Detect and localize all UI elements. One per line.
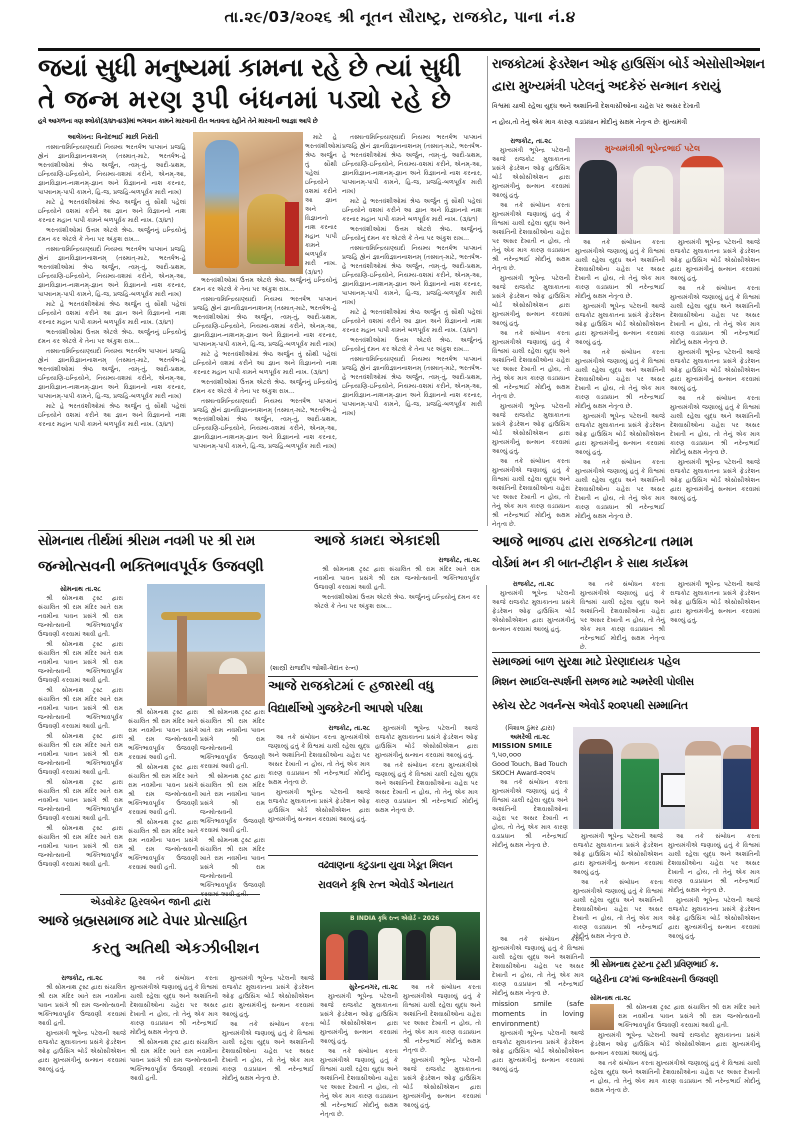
ekadashi-paragraph: શ્રી સોમનાથ ટ્રસ્ટ દ્વારા સંચાલિત શ્રી રામ મંદિર ખાતે રામ નવમીના પાવન પ્રસંગે શ્રી રામ જન્મોત્સવની ભક્તિભાવપૂર્વક ઉજવણી કરવામાં આવી હતી. (314, 566, 480, 591)
gita-paragraph: ભરતવંશીઓમાં ઉત્તમ એટલે શ્રેષ્ઠ. અર્જુનનું ઇન્દ્રિયોનું દમન કર એટલે કે તેના પર અંકુશ રાખ... (342, 226, 482, 242)
section-divider (268, 676, 478, 677)
trustee-paragraph: મુખ્યમંત્રી ભૂપેન્દ્ર પટેલની આજે રાજકોટ મુલાકાતના પ્રસંગે ફેડરેશન ઓફ હાઉસિંગ બોર્ડ એસોસીએશન દ્વારા મુખ્યમંત્રીનું સન્માન કરવામાં આવ્યું હતું. (590, 1032, 760, 1057)
person-white-kurta (378, 928, 402, 980)
mission-continuation-column (492, 935, 584, 1095)
mannkibaat-headline-line1: આજે ભાજપ દ્વારા રાજકોટના તમામ (492, 534, 693, 550)
ekadashi-body (314, 556, 480, 640)
gate-arch (161, 612, 261, 620)
award-frame (661, 773, 687, 807)
gita-paragraph: ભરતવંશીઓમાં ઉત્તમ એટલે શ્રેષ્ઠ. અર્જુનનું ઇન્દ્રિયોનું દમન કર એટલે કે તેના પર અંકુશ રાખ... (193, 379, 337, 395)
somnath-dateline: સોમનાથ તા.૨૮ (60, 585, 101, 593)
housing-paragraph: મુખ્યમંત્રી ભૂપેન્દ્ર પટેલની આજે રાજકોટ મુલાકાતના પ્રસંગે ફેડરેશન ઓફ હાઉસિંગ બોર્ડ એસોસીએશન દ્વારા મુખ્યમંત્રીનું સન્માન કરવામાં આવ્યું હતું. (670, 239, 760, 282)
gita-paragraph: માટે હે ભરતવંશીઓમાં શ્રેષ્ઠ અર્જુન તું સૌથી પહેલાં ઇન્દ્રિયોને વશમાં કરીને આ જ્ઞાન અને વિજ્ઞાનનો નાશ કરનાર મહાન પાપી કામને બળપૂર્વક મારી નાખ. (૩/૪૧) (193, 351, 337, 376)
housing-headline-line1: રાજકોટમાં ફેડરેશન ઓફ હાઉસિંગ બોર્ડ એસોસીએશન (492, 57, 765, 72)
mission-award-photo (573, 727, 759, 829)
mission-headline-line3: સ્કોચ સ્ટેટ ગવર્નન્સ એવોર્ડ ૨૦૨૫થી સમ્માનિત (492, 699, 688, 712)
krushi-paragraph: આ તકે સંબોધન કરતા મુખ્યમંત્રીએ જણાવ્યું હતું કે વિશ્વમાં ચાલી રહેલા યુદ્ધ અને અશાંતિની દેશવાસીઓના ચહેરા પર અસર દેખાતી ન હોય, તો તેનું એક માત્ર કારણ વડાપ્રધાન શ્રી નરેન્દ્રભાઈ મોદીનું સક્ષમ નેતૃત્વ છે. (320, 1048, 398, 1118)
gita-column-2 (305, 133, 342, 276)
person-cream-shirt (430, 926, 456, 980)
gita-paragraph: ભરતવંશીઓમાં ઉત્તમ એટલે શ્રેષ્ઠ. અર્જુનનું ઇન્દ્રિયોનું દમન કર એટલે કે તેના પર અંકુશ રાખ... (193, 277, 337, 293)
brahmasamaj-column-3 (222, 974, 314, 1094)
housing-paragraph: આ તકે સંબોધન કરતા મુખ્યમંત્રીએ જણાવ્યું હતું કે વિશ્વમાં ચાલી રહેલા યુદ્ધ અને અશાંતિની દેશવાસીઓના ચહેરા પર અસર દેખાતી ન હોય, તો તેનું એક માત્ર કારણ વડાપ્રધાન શ્રી નરેન્દ્રભાઈ મોદીનું સક્ષમ નેતૃત્વ છે. (575, 349, 665, 410)
somnath-column-3 (200, 708, 265, 888)
gujcet-headline-line1: આજે રાજકોટમાં ૯ હજારથી વધુ (268, 679, 434, 694)
brahmasamaj-column-1 (38, 974, 126, 1094)
gita-byline: આલેખન: વિનોદભાઈ માછી નિરાંતી (67, 133, 159, 141)
gita-paragraph: તસ્માત્વમિન્દ્રિયાણ્યાદૌ નિયમ્ય ભરતર્ષભ પાપ્માનં પ્રજહિ હ્યેનં જ્ઞાનવિજ્ઞાનનાશનમ્ (તસ્માત્-માટે, ભરતર્ષભ-હે ભરતવંશીઓમાં શ્રેષ્ઠ અર્જુન, ત્વમ્-તું, આદૌ-પ્રથમ, ઇન્દ્રિયાણિ-ઇન્દ્રિયોને, નિયમ્ય-વશમાં કરીને, એનમ્-આ, જ્ઞાનવિજ્ઞાન-નાશનમ્-જ્ઞાન અને વિજ્ઞાનનો નાશ કરનાર, પાપ્માનમ્-પાપી કામને, હિ-જ, પ્રજહિ-બળપૂર્વક મારી નાખ) (193, 296, 337, 348)
somnath-paragraph: શ્રી સોમનાથ ટ્રસ્ટ દ્વારા સંચાલિત શ્રી રામ મંદિર ખાતે રામ નવમીના પાવન પ્રસંગે શ્રી રામ જન્મોત્સવની ભક્તિભાવપૂર્વક ઉજવણી કરવામાં આવી હતી. (38, 733, 123, 776)
gita-paragraph: માટે હે ભરતવંશીઓમાં શ્રેષ્ઠ અર્જુન તું સૌથી પહેલાં ઇન્દ્રિયોને વશમાં કરીને આ જ્ઞાન અને વિજ્ઞાનનો નાશ કરનાર મહાન પાપી કામને બળપૂર્વક મારી નાખ. (૩/૪૧) (342, 309, 482, 334)
brahmasamaj-dateline: રાજકોટ, તા.૨૮ (61, 974, 103, 982)
trustee-body (590, 994, 760, 1094)
somnath-paragraph: શ્રી સોમનાથ ટ્રસ્ટ દ્વારા સંચાલિત શ્રી રામ મંદિર ખાતે રામ નવમીના પાવન પ્રસંગે શ્રી રામ જન્મોત્સવની ભક્તિભાવપૂર્વક ઉજવણી કરવામાં આવી હતી. (38, 687, 123, 730)
mission-highlight-3: SKOCH Award-૨૦૨૫ (492, 769, 555, 777)
person-saree (326, 934, 344, 980)
somnath-paragraph: શ્રી સોમનાથ ટ્રસ્ટ દ્વારા સંચાલિત શ્રી રામ મંદિર ખાતે રામ નવમીના પાવન પ્રસંગે શ્રી રામ જન્મોત્સવની ભક્તિભાવપૂર્વક ઉજવણી કરવામાં આવી હતી. (38, 595, 123, 638)
gujcet-column-2 (375, 724, 478, 852)
krushi-headline-line1: વઢવાણના કટુડાના યુવા ખેડૂત મિલન (318, 860, 453, 871)
mission-paragraph: આ તકે સંબોધન કરતા મુખ્યમંત્રીએ જણાવ્યું હતું કે વિશ્વમાં ચાલી રહેલા યુદ્ધ અને અશાંતિની દેશવાસીઓના ચહેરા પર અસર દેખાતી ન હોય, તો તેનું એક માત્ર કારણ વડાપ્રધાન શ્રી નરેન્દ્રભાઈ મોદીનું સક્ષમ નેતૃત્વ છે. (573, 879, 663, 940)
housing-paragraph: મુખ્યમંત્રી ભૂપેન્દ્ર પટેલની આજે રાજકોટ મુલાકાતના પ્રસંગે ફેડરેશન ઓફ હાઉસિંગ બોર્ડ એસોસીએશન દ્વારા મુખ્યમંત્રીનું સન્માન કરવામાં આવ્યું હતું. (575, 303, 665, 346)
trustee-photo (590, 1004, 614, 1030)
trustee-headline-line1: શ્રી સોમનાથ ટ્રસ્ટના ટ્રસ્ટી પ્રવિણભાઈ ક. (590, 960, 719, 970)
trustee-paragraph: આ તકે સંબોધન કરતા મુખ્યમંત્રીએ જણાવ્યું હતું કે વિશ્વમાં ચાલી રહેલા યુદ્ધ અને અશાંતિની દેશવાસીઓના ચહેરા પર અસર દેખાતી ન હોય, તો તેનું એક માત્ર કારણ વડાપ્રધાન શ્રી નરેન્દ્રભાઈ મોદીનું સક્ષમ નેતૃત્વ છે. (590, 1060, 760, 1094)
gita-paragraph: ભરતવંશીઓમાં ઉત્તમ એટલે શ્રેષ્ઠ. અર્જુનનું ઇન્દ્રિયોનું દમન કર એટલે કે તેના પર અંકુશ રાખ... (342, 337, 482, 353)
mission-highlight-1: MISSION SMILE (492, 742, 553, 750)
mission-dateline: અમરેલી તા.૨૮ (510, 733, 550, 741)
brahmasamaj-paragraph: શ્રી સોમનાથ ટ્રસ્ટ દ્વારા સંચાલિત શ્રી રામ મંદિર ખાતે રામ નવમીના પાવન પ્રસંગે શ્રી રામ જન્મોત્સવની ભક્તિભાવપૂર્વક ઉજવણી કરવામાં આવી હતી. (38, 984, 126, 1027)
red-cloth (285, 202, 299, 266)
mannkibaat-column-1 (492, 580, 575, 650)
mission-credit: (વિશાલ ઠુંમર દ્વારા) (505, 724, 555, 732)
somnath-paragraph: શ્રી સોમનાથ ટ્રસ્ટ દ્વારા સંચાલિત શ્રી રામ મંદિર ખાતે રામ નવમીના પાવન પ્રસંગે શ્રી રામ જન્મોત્સવની ભક્તિભાવપૂર્વક ઉજવણી કરવામાં આવી હતી. (200, 709, 265, 770)
mission-paragraph: આ તકે સંબોધન કરતા મુખ્યમંત્રીએ જણાવ્યું હતું કે વિશ્વમાં ચાલી રહેલા યુદ્ધ અને અશાંતિની દેશવાસીઓના ચહેરા પર અસર દેખાતી ન હોય, તો તેનું એક માત્ર કારણ વડાપ્રધાન શ્રી નરેન્દ્રભાઈ મોદીનું સક્ષમ નેતૃત્વ છે. (668, 833, 760, 894)
mannkibaat-dateline: રાજકોટ, તા.૨૮ (512, 580, 555, 588)
section-divider (492, 652, 760, 653)
mission-paragraph: આ તકે સંબોધન કરતા મુખ્યમંત્રીએ જણાવ્યું હતું કે વિશ્વમાં ચાલી રહેલા યુદ્ધ અને અશાંતિની દેશવાસીઓના ચહેરા પર અસર દેખાતી ન હોય, તો તેનું એક માત્ર કારણ વડાપ્રધાન શ્રી નરેન્દ્રભાઈ મોદીનું સક્ષમ નેતૃત્વ છે. (492, 936, 584, 997)
trustee-headline-line2: લહેરીના ૮૨'માં જન્મદિવસની ઉજવણી (590, 975, 719, 985)
mannkibaat-column-3 (670, 580, 760, 650)
gujcet-dateline: રાજકોટ, તા.૨૮ (328, 724, 370, 732)
mannkibaat-paragraph: આ તકે સંબોધન કરતા મુખ્યમંત્રીએ જણાવ્યું હતું કે વિશ્વમાં ચાલી રહેલા યુદ્ધ અને અશાંતિની દેશવાસીઓના ચહેરા પર અસર દેખાતી ન હોય, તો તેનું એક માત્ર કારણ વડાપ્રધાન શ્રી નરેન્દ્રભાઈ મોદીનું સક્ષમ નેતૃત્વ છે. (580, 581, 665, 651)
krushi-column-1 (320, 983, 398, 1118)
gita-paragraph: તસ્માત્વમિન્દ્રિયાણ્યાદૌ નિયમ્ય ભરતર્ષભ પાપ્માનં પ્રજહિ હ્યેનં જ્ઞાનવિજ્ઞાનનાશનમ્ (તસ્માત્-માટે, ભરતર્ષભ-હે ભરતવંશીઓમાં શ્રેષ્ઠ અર્જુન, ત્વમ્-તું, આદૌ-પ્રથમ, ઇન્દ્રિયાણિ-ઇન્દ્રિયોને, નિયમ્ય-વશમાં કરીને, એનમ્-આ, જ્ઞાનવિજ્ઞાન-નાશનમ્-જ્ઞાન અને વિજ્ઞાનનો નાશ કરનાર, પાપ્માનમ્-પાપી કામને, હિ-જ, પ્રજહિ-બળપૂર્વક મારી નાખ) (193, 398, 337, 450)
krushi-dateline: સુરેન્દ્રનગર, તા.૨૮ (348, 983, 398, 991)
housing-column-3 (670, 238, 760, 528)
brahmasamaj-headline-line1: આજે બ્રહ્મસમાજ માટે વેપાર પ્રોત્સાહિત (38, 913, 247, 929)
ekadashi-footer: (શાસ્ત્રી રાજદીપ જોશી-વેદાંત રત્ન) (270, 664, 359, 672)
gita-headline-line1: જયાં સુધી મનુષ્યમાં કામના રહે છે ત્યાં સુધી (38, 53, 461, 82)
column-divider (486, 585, 487, 1095)
gita-paragraph: માટે હે ભરતવંશીઓમાં શ્રેષ્ઠ અર્જુન તું સૌથી પહેલાં ઇન્દ્રિયોને વશમાં કરીને આ જ્ઞાન અને વિજ્ઞાનનો નાશ કરનાર મહાન પાપી કામને બળપૂર્વક મારી નાખ. (૩/૪૧) (342, 198, 482, 223)
person-green-jacket (621, 743, 659, 829)
photo-banner-text: B INDIA કૃષિ રત્ન એવોર્ડ - 2026 (350, 915, 440, 922)
somnath-paragraph: શ્રી સોમનાથ ટ્રસ્ટ દ્વારા સંચાલિત શ્રી રામ મંદિર ખાતે રામ નવમીના પાવન પ્રસંગે શ્રી રામ જન્મોત્સવની ભક્તિભાવપૂર્વક ઉજવણી કરવામાં આવી હતી. (128, 819, 198, 871)
housing-paragraph: મુખ્યમંત્રી ભૂપેન્દ્ર પટેલની આજે રાજકોટ મુલાકાતના પ્રસંગે ફેડરેશન ઓફ હાઉસિંગ બોર્ડ એસોસીએશન દ્વારા મુખ્યમંત્રીનું સન્માન કરવામાં આવ્યું હતું. (492, 147, 570, 199)
mission-headline-line1: સમાજમાં બાળ સુરક્ષા માટે પ્રેરણાદાયક પહેલ (492, 655, 681, 668)
gujcet-column-1 (268, 724, 370, 852)
person-grey-suit (579, 739, 613, 829)
housing-paragraph: મુખ્યમંત્રી ભૂપેન્દ્ર પટેલની આજે રાજકોટ મુલાકાતના પ્રસંગે ફેડરેશન ઓફ હાઉસિંગ બોર્ડ એસોસીએશન દ્વારા મુખ્યમંત્રીનું સન્માન કરવામાં આવ્યું હતું. (575, 413, 665, 456)
mannkibaat-column-2 (580, 580, 665, 650)
mannkibaat-paragraph: મુખ્યમંત્રી ભૂપેન્દ્ર પટેલની આજે રાજકોટ મુલાકાતના પ્રસંગે ફેડરેશન ઓફ હાઉસિંગ બોર્ડ એસોસીએશન દ્વારા મુખ્યમંત્રીનું સન્માન કરવામાં આવ્યું હતું. (492, 590, 575, 633)
housing-subheadline-1: વિશ્વમાં ચાલી રહેલા યુદ્ધ અને અશાંતિની દેશવાસીઓના ચહેરા પર અસર દેખાતી (492, 102, 700, 110)
gujcet-paragraph: આ તકે સંબોધન કરતા મુખ્યમંત્રીએ જણાવ્યું હતું કે વિશ્વમાં ચાલી રહેલા યુદ્ધ અને અશાંતિની દેશવાસીઓના ચહેરા પર અસર દેખાતી ન હોય, તો તેનું એક માત્ર કારણ વડાપ્રધાન શ્રી નરેન્દ્રભાઈ મોદીનું સક્ષમ નેતૃત્વ છે. (268, 734, 370, 786)
somnath-paragraph: શ્રી સોમનાથ ટ્રસ્ટ દ્વારા સંચાલિત શ્રી રામ મંદિર ખાતે રામ નવમીના પાવન પ્રસંગે શ્રી રામ જન્મોત્સવની ભક્તિભાવપૂર્વક ઉજવણી કરવામાં આવી હતી. (200, 773, 265, 834)
somnath-paragraph: શ્રી સોમનાથ ટ્રસ્ટ દ્વારા સંચાલિત શ્રી રામ મંદિર ખાતે રામ નવમીના પાવન પ્રસંગે શ્રી રામ જન્મોત્સવની ભક્તિભાવપૂર્વક ઉજવણી કરવામાં આવી હતી. (128, 764, 198, 816)
somnath-headline-line1: સોમનાથ તીર્થમાં શ્રીરામ નવમી પર શ્રી રામ (38, 533, 255, 549)
somnath-column-1 (38, 585, 123, 885)
ekadashi-paragraph: ભરતવંશીઓમાં ઉત્તમ એટલે શ્રેષ્ઠ. અર્જુનનું ઇન્દ્રિયોનું દમન કર એટલે કે તેના પર અંકુશ રાખ... (314, 594, 480, 610)
brahmasamaj-paragraph: મુખ્યમંત્રી ભૂપેન્દ્ર પટેલની આજે રાજકોટ મુલાકાતના પ્રસંગે ફેડરેશન ઓફ હાઉસિંગ બોર્ડ એસોસીએશન દ્વારા મુખ્યમંત્રીનું સન્માન કરવામાં આવ્યું હતું. (38, 1030, 126, 1073)
brahmasamaj-headline-line2: કરતુ અતિથી એકઝીબીશન (91, 939, 260, 957)
mission-column-3 (668, 832, 760, 940)
brahmasamaj-paragraph: આ તકે સંબોધન કરતા મુખ્યમંત્રીએ જણાવ્યું હતું કે વિશ્વમાં ચાલી રહેલા યુદ્ધ અને અશાંતિની દેશવાસીઓના ચહેરા પર અસર દેખાતી ન હોય, તો તેનું એક માત્ર કારણ વડાપ્રધાન શ્રી નરેન્દ્રભાઈ મોદીનું સક્ષમ નેતૃત્વ છે. (222, 1021, 314, 1082)
gujcet-paragraph: મુખ્યમંત્રી ભૂપેન્દ્ર પટેલની આજે રાજકોટ મુલાકાતના પ્રસંગે ફેડરેશન ઓફ હાઉસિંગ બોર્ડ એસોસીએશન દ્વારા મુખ્યમંત્રીનું સન્માન કરવામાં આવ્યું હતું. (268, 789, 370, 823)
gujcet-paragraph: આ તકે સંબોધન કરતા મુખ્યમંત્રીએ જણાવ્યું હતું કે વિશ્વમાં ચાલી રહેલા યુદ્ધ અને અશાંતિની દેશવાસીઓના ચહેરા પર અસર દેખાતી ન હોય, તો તેનું એક માત્ર કારણ વડાપ્રધાન શ્રી નરેન્દ્રભાઈ મોદીનું સક્ષમ નેતૃત્વ છે. (375, 762, 478, 814)
housing-headline-line2: દ્વારા મુખ્યમંત્રી પટેલનું અદકેરું સન્માન કરાયું (492, 79, 721, 94)
trustee-dateline: સોમનાથ તા.૨૮ (590, 994, 631, 1002)
mission-headline-line2: મિશન સ્માઈલ-સ્પર્શની સમજ માટે અમરેલી પોલીસ (492, 676, 694, 688)
photo-banner-text: મુખ્યમંત્રીશ્રી ભૂપેન્દ્રભાઈ પટેલ (605, 144, 701, 153)
gate-pillar (177, 616, 187, 706)
gita-paragraph: તસ્માત્વમિન્દ્રિયાણ્યાદૌ નિયમ્ય ભરતર્ષભ પાપ્માનં પ્રજહિ હ્યેનં જ્ઞાનવિજ્ઞાનનાશનમ્ (તસ્માત્-માટે, ભરતર્ષભ-હે ભરતવંશીઓમાં શ્રેષ્ઠ અર્જુન, ત્વમ્-તું, આદૌ-પ્રથમ, ઇન્દ્રિયાણિ-ઇન્દ્રિયોને, નિયમ્ય-વશમાં કરીને, એનમ્-આ, જ્ઞાનવિજ્ઞાન-નાશનમ્-જ્ઞાન અને વિજ્ઞાનનો નાશ કરનાર, પાપ્માનમ્-પાપી કામને, હિ-જ, પ્રજહિ-બળપૂર્વક મારી નાખ) (38, 348, 186, 400)
ekadashi-headline: આજે કામદા એકાદશી (314, 533, 440, 549)
gita-paragraph: માટે હે ભરતવંશીઓમાં શ્રેષ્ઠ અર્જુન તું સૌથી પહેલાં ઇન્દ્રિયોને વશમાં કરીને આ જ્ઞાન અને વિજ્ઞાનનો નાશ કરનાર મહાન પાપી કામને બળપૂર્વક મારી નાખ. (૩/૪૧) (38, 199, 186, 224)
somnath-paragraph: શ્રી સોમનાથ ટ્રસ્ટ દ્વારા સંચાલિત શ્રી રામ મંદિર ખાતે રામ નવમીના પાવન પ્રસંગે શ્રી રામ જન્મોત્સવની ભક્તિભાવપૂર્વક ઉજવણી કરવામાં આવી હતી. (38, 779, 123, 822)
gita-paragraph: માટે હે ભરતવંશીઓમાં શ્રેષ્ઠ અર્જુન તું સૌથી પહેલાં ઇન્દ્રિયોને વશમાં કરીને આ જ્ઞાન અને વિજ્ઞાનનો નાશ કરનાર મહાન પાપી કામને બળપૂર્વક મારી નાખ. (૩/૪૧) (38, 403, 186, 428)
trustee-paragraph: શ્રી સોમનાથ ટ્રસ્ટ દ્વારા સંચાલિત શ્રી રામ મંદિર ખાતે રામ નવમીના પાવન પ્રસંગે શ્રી રામ જન્મોત્સવની ભક્તિભાવપૂર્વક ઉજવણી કરવામાં આવી હતી. (618, 1004, 760, 1029)
housing-column-1 (492, 137, 570, 527)
gita-paragraph: માટે હે ભરતવંશીઓમાં શ્રેષ્ઠ અર્જુન તું સૌથી પહેલાં ઇન્દ્રિયોને વશમાં કરીને આ જ્ઞાન અને વિજ્ઞાનનો નાશ કરનાર મહાન પાપી કામને બળપૂર્વક મારી નાખ. (૩/૪૧) (38, 301, 186, 326)
housing-paragraph: મુખ્યમંત્રી ભૂપેન્દ્ર પટેલની આજે રાજકોટ મુલાકાતના પ્રસંગે ફેડરેશન ઓફ હાઉસિંગ બોર્ડ એસોસીએશન દ્વારા મુખ્યમંત્રીનું સન્માન કરવામાં આવ્યું હતું. (492, 403, 570, 455)
housing-subheadline-2: ન હોય,તો તેનું એક માત્ર કારણ વડાપ્રધાન મોદીનું સક્ષમ નેતૃત્વ છેઃ મુખ્યમંત્રી (492, 118, 688, 126)
gita-column-4 (342, 133, 482, 528)
krishna-figure (205, 140, 239, 268)
gita-paragraph: ભરતવંશીઓમાં ઉત્તમ એટલે શ્રેષ્ઠ. અર્જુનનું ઇન્દ્રિયોનું દમન કર એટલે કે તેના પર અંકુશ રાખ... (38, 227, 186, 243)
masthead-rule (38, 48, 760, 51)
temple-body (207, 674, 265, 706)
gita-krishna-arjuna-photo (193, 132, 303, 274)
section-divider (60, 894, 260, 895)
gita-headline-line2: તે જન્મ મરણ રૂપી બંધનમાં પડ્યો રહે છે (38, 85, 452, 114)
person-white-kurta (685, 741, 721, 829)
housing-paragraph: આ તકે સંબોધન કરતા મુખ્યમંત્રીએ જણાવ્યું હતું કે વિશ્વમાં ચાલી રહેલા યુદ્ધ અને અશાંતિની દેશવાસીઓના ચહેરા પર અસર દેખાતી ન હોય, તો તેનું એક માત્ર કારણ વડાપ્રધાન શ્રી નરેન્દ્રભાઈ મોદીનું સક્ષમ નેતૃત્વ છે. (575, 459, 665, 520)
gujcet-headline-line2: વિદ્યાર્થીઓ ગુજકેટની આપશે પરિક્ષા (268, 701, 423, 715)
mission-paragraph: મુખ્યમંત્રી ભૂપેન્દ્ર પટેલની આજે રાજકોટ મુલાકાતના પ્રસંગે ફેડરેશન ઓફ હાઉસિંગ બોર્ડ એસોસીએશન દ્વારા મુખ્યમંત્રીનું સન્માન કરવામાં આવ્યું હતું. (668, 897, 760, 940)
person-dark-suit (579, 160, 617, 234)
page-masthead: તા.૨૯/03/૨૦૨૬ શ્રી નૂતન સૌરાષ્ટ્ર, રાજકોટ, પાના નં.૪ (224, 8, 576, 26)
gita-column-1 (38, 143, 186, 528)
somnath-paragraph: શ્રી સોમનાથ ટ્રસ્ટ દ્વારા સંચાલિત શ્રી રામ મંદિર ખાતે રામ નવમીના પાવન પ્રસંગે શ્રી રામ જન્મોત્સવની ભક્તિભાવપૂર્વક ઉજવણી કરવામાં આવી હતી. (38, 641, 123, 684)
krushi-paragraph: મુખ્યમંત્રી ભૂપેન્દ્ર પટેલની આજે રાજકોટ મુલાકાતના પ્રસંગે ફેડરેશન ઓફ હાઉસિંગ બોર્ડ એસોસીએશન દ્વારા મુખ્યમંત્રીનું સન્માન કરવામાં આવ્યું હતું. (403, 1057, 481, 1109)
person-black-jacket (406, 930, 426, 980)
gita-paragraph: તસ્માત્વમિન્દ્રિયાણ્યાદૌ નિયમ્ય ભરતર્ષભ પાપ્માનં પ્રજહિ હ્યેનં જ્ઞાનવિજ્ઞાનનાશનમ્ (તસ્માત્-માટે, ભરતર્ષભ-હે ભરતવંશીઓમાં શ્રેષ્ઠ અર્જુન, ત્વમ્-તું, આદૌ-પ્રથમ, ઇન્દ્રિયાણિ-ઇન્દ્રિયોને, નિયમ્ય-વશમાં કરીને, એનમ્-આ, જ્ઞાનવિજ્ઞાન-નાશનમ્-જ્ઞાન અને વિજ્ઞાનનો નાશ કરનાર, પાપ્માનમ્-પાપી કામને, હિ-જ, પ્રજહિ-બળપૂર્વક મારી નાખ) (342, 134, 482, 195)
person-suit (348, 930, 368, 980)
housing-paragraph: આ તકે સંબોધન કરતા મુખ્યમંત્રીએ જણાવ્યું હતું કે વિશ્વમાં ચાલી રહેલા યુદ્ધ અને અશાંતિની દેશવાસીઓના ચહેરા પર અસર દેખાતી ન હોય, તો તેનું એક માત્ર કારણ વડાપ્રધાન શ્રી નરેન્દ્રભાઈ મોદીનું સક્ષમ નેતૃત્વ છે. (492, 330, 570, 400)
somnath-temple-photo (147, 584, 265, 706)
person-white-shirt (633, 166, 673, 234)
housing-column-2 (575, 238, 665, 528)
gita-paragraph: માટે હે ભરતવંશીઓમાં શ્રેષ્ઠ અર્જુન તું સૌથી પહેલાં ઇન્દ્રિયોને વશમાં કરીને આ જ્ઞાન અને વિજ્ઞાનનો નાશ કરનાર મહાન પાપી કામને બળપૂર્વક મારી નાખ. (૩/૪૧) (305, 134, 342, 276)
somnath-column-2 (128, 708, 198, 888)
somnath-paragraph: શ્રી સોમનાથ ટ્રસ્ટ દ્વારા સંચાલિત શ્રી રામ મંદિર ખાતે રામ નવમીના પાવન પ્રસંગે શ્રી રામ જન્મોત્સવની ભક્તિભાવપૂર્વક ઉજવણી (200, 837, 265, 889)
housing-paragraph: મુખ્યમંત્રી ભૂપેન્દ્ર પટેલની આજે રાજકોટ મુલાકાતના પ્રસંગે ફેડરેશન ઓફ હાઉસિંગ બોર્ડ એસોસીએશન દ્વારા મુખ્યમંત્રીનું સન્માન કરવામાં આવ્યું હતું. (670, 349, 760, 392)
brahmasamaj-kicker: એડવોકેટ હિરલબેન જાની દ્વારા (90, 897, 211, 908)
person-turban (680, 156, 724, 234)
krushi-headline-line2: રાવલને કૃષિ રત્ન એવોર્ડ એનાયત (318, 879, 454, 891)
mannkibaat-headline-line2: વોર્ડમાં મન કી બાત-ટીફીન કે સાથ કાર્યક્રમ (492, 556, 688, 570)
housing-paragraph: મુખ્યમંત્રી ભૂપેન્દ્ર પટેલની આજે રાજકોટ મુલાકાતના પ્રસંગે ફેડરેશન ઓફ હાઉસિંગ બોર્ડ એસોસીએશન દ્વારા મુખ્યમંત્રીનું સન્માન કરવામાં આવ્યું હતું. (492, 275, 570, 327)
housing-paragraph: મુખ્યમંત્રી ભૂપેન્દ્ર પટેલની આજે રાજકોટ મુલાકાતના પ્રસંગે ફેડરેશન ઓફ હાઉસિંગ બોર્ડ એસોસીએશન દ્વારા મુખ્યમંત્રીનું સન્માન કરવામાં આવ્યું હતું. (670, 459, 760, 502)
brahmasamaj-column-2 (130, 974, 218, 1094)
somnath-paragraph: શ્રી સોમનાથ ટ્રસ્ટ દ્વારા સંચાલિત શ્રી રામ મંદિર ખાતે રામ નવમીના પાવન પ્રસંગે શ્રી રામ જન્મોત્સવની ભક્તિભાવપૂર્વક ઉજવણી કરવામાં આવી હતી. (38, 825, 123, 868)
krushi-column-2 (403, 983, 481, 1109)
gita-paragraph: તસ્માત્વમિન્દ્રિયાણ્યાદૌ નિયમ્ય ભરતર્ષભ પાપ્માનં પ્રજહિ હ્યેનં જ્ઞાનવિજ્ઞાનનાશનમ્ (તસ્માત્-માટે, ભરતર્ષભ-હે ભરતવંશીઓમાં શ્રેષ્ઠ અર્જુન, ત્વમ્-તું, આદૌ-પ્રથમ, ઇન્દ્રિયાણિ-ઇન્દ્રિયોને, નિયમ્ય-વશમાં કરીને, એનમ્-આ, જ્ઞાનવિજ્ઞાન-નાશનમ્-જ્ઞાન અને વિજ્ઞાનનો નાશ કરનાર, પાપ્માનમ્-પાપી કામને, હિ-જ, પ્રજહિ-બળપૂર્વક મારી નાખ) (342, 245, 482, 306)
mission-highlight-2: Good Touch, Bad Touch (492, 760, 568, 768)
mission-paragraph: આ તકે સંબોધન કરતા મુખ્યમંત્રીએ જણાવ્યું હતું કે વિશ્વમાં ચાલી રહેલા યુદ્ધ અને અશાંતિની દેશવાસીઓના ચહેરા પર અસર દેખાતી ન હોય, તો તેનું એક માત્ર કારણ વડાપ્રધાન શ્રી નરેન્દ્રભાઈ મોદીનું સક્ષમ નેતૃત્વ છે. (492, 779, 568, 849)
mannkibaat-paragraph: મુખ્યમંત્રી ભૂપેન્દ્ર પટેલની આજે રાજકોટ મુલાકાતના પ્રસંગે ફેડરેશન ઓફ હાઉસિંગ બોર્ડ એસોસીએશન દ્વારા મુખ્યમંત્રીનું સન્માન કરવામાં આવ્યું હતું. (670, 581, 760, 624)
red-backdrop (751, 727, 759, 829)
housing-paragraph: આ તકે સંબોધન કરતા મુખ્યમંત્રીએ જણાવ્યું હતું કે વિશ્વમાં ચાલી રહેલા યુદ્ધ અને અશાંતિની દેશવાસીઓના ચહેરા પર અસર દેખાતી ન હોય, તો તેનું એક માત્ર કારણ વડાપ્રધાન શ્રી નરેન્દ્રભાઈ મોદીનું સક્ષમ નેતૃત્વ છે. (670, 285, 760, 346)
section-divider (590, 957, 760, 958)
mission-paragraph: મુખ્યમંત્રી ભૂપેન્દ્ર પટેલની આજે રાજકોટ મુલાકાતના પ્રસંગે ફેડરેશન ઓફ હાઉસિંગ બોર્ડ એસોસીએશન દ્વારા મુખ્યમંત્રીનું સન્માન કરવામાં આવ્યું હતું. (492, 1030, 584, 1073)
gita-subheadline: હવે આગળના ત્રણ શ્લોકો(૩/૪૧-૪૩)માં ભગવાન કામને મારવાની રીત બતાવતા રહીને તેને મારવાની આજ્ઞા આપે છે (38, 117, 318, 125)
gujcet-paragraph: મુખ્યમંત્રી ભૂપેન્દ્ર પટેલની આજે રાજકોટ મુલાકાતના પ્રસંગે ફેડરેશન ઓફ હાઉસિંગ બોર્ડ એસોસીએશન દ્વારા મુખ્યમંત્રીનું સન્માન કરવામાં આવ્યું હતું. (375, 725, 478, 759)
mission-column-2 (573, 832, 663, 940)
column-divider (487, 56, 488, 526)
housing-paragraph: આ તકે સંબોધન કરતા મુખ્યમંત્રીએ જણાવ્યું હતું કે વિશ્વમાં ચાલી રહેલા યુદ્ધ અને અશાંતિની દેશવાસીઓના ચહેરા પર અસર દેખાતી ન હોય, તો તેનું એક માત્ર કારણ વડાપ્રધાન શ્રી નરેન્દ્રભાઈ મોદીનું સક્ષમ નેતૃત્વ છે. (575, 239, 665, 300)
gita-paragraph: ભરતવંશીઓમાં ઉત્તમ એટલે શ્રેષ્ઠ. અર્જુનનું ઇન્દ્રિયોનું દમન કર એટલે કે તેના પર અંકુશ રાખ... (38, 329, 186, 345)
somnath-paragraph: શ્રી સોમનાથ ટ્રસ્ટ દ્વારા સંચાલિત શ્રી રામ મંદિર ખાતે રામ નવમીના પાવન પ્રસંગે શ્રી રામ જન્મોત્સવની ભક્તિભાવપૂર્વક ઉજવણી કરવામાં આવી હતી. (128, 709, 198, 761)
gita-paragraph: તસ્માત્વમિન્દ્રિયાણ્યાદૌ નિયમ્ય ભરતર્ષભ પાપ્માનં પ્રજહિ હ્યેનં જ્ઞાનવિજ્ઞાનનાશનમ્ (તસ્માત્-માટે, ભરતર્ષભ-હે ભરતવંશીઓમાં શ્રેષ્ઠ અર્જુન, ત્વમ્-તું, આદૌ-પ્રથમ, ઇન્દ્રિયાણિ-ઇન્દ્રિયોને, નિયમ્ય-વશમાં કરીને, એનમ્-આ, જ્ઞાનવિજ્ઞાન-નાશનમ્-જ્ઞાન અને વિજ્ઞાનનો નાશ કરનાર, પાપ્માનમ્-પાપી કામને, હિ-જ, પ્રજહિ-બળપૂર્વક મારી નાખ) (38, 144, 186, 196)
section-divider (38, 530, 478, 531)
mission-highlight-4: mission smile (safe moments in loving environment) (492, 1000, 584, 1028)
brahmasamaj-paragraph: મુખ્યમંત્રી ભૂપેન્દ્ર પટેલની આજે રાજકોટ મુલાકાતના પ્રસંગે ફેડરેશન ઓફ હાઉસિંગ બોર્ડ એસોસીએશન દ્વારા મુખ્યમંત્રીનું સન્માન કરવામાં આવ્યું હતું. (222, 975, 314, 1018)
housing-paragraph: આ તકે સંબોધન કરતા મુખ્યમંત્રીએ જણાવ્યું હતું કે વિશ્વમાં ચાલી રહેલા યુદ્ધ અને અશાંતિની દેશવાસીઓના ચહેરા પર અસર દેખાતી ન હોય, તો તેનું એક માત્ર કારણ વડાપ્રધાન શ્રી નરેન્દ્રભાઈ મોદીનું સક્ષમ નેતૃત્વ છે. (492, 458, 570, 528)
brahmasamaj-paragraph: શ્રી સોમનાથ ટ્રસ્ટ દ્વારા સંચાલિત શ્રી રામ મંદિર ખાતે રામ નવમીના પાવન પ્રસંગે શ્રી રામ જન્મોત્સવની ભક્તિભાવપૂર્વક ઉજવણી કરવામાં આવી હતી. (130, 1039, 218, 1082)
housing-dateline: રાજકોટ, તા.૨૮ (510, 137, 552, 145)
housing-award-photo (575, 138, 760, 234)
housing-paragraph: આ તકે સંબોધન કરતા મુખ્યમંત્રીએ જણાવ્યું હતું કે વિશ્વમાં ચાલી રહેલા યુદ્ધ અને અશાંતિની દેશવાસીઓના ચહેરા પર અસર દેખાતી ન હોય, તો તેનું એક માત્ર કારણ વડાપ્રધાન શ્રી નરેન્દ્રભાઈ મોદીનું સક્ષમ નેતૃત્વ છે. (670, 395, 760, 456)
mission-column-1 (492, 724, 568, 934)
mission-amount: ૧,૫૦,૦૦૦ (492, 751, 522, 759)
ekadashi-dateline: રાજકોટ, તા.૨૮ (438, 556, 480, 564)
somnath-headline-line2: જન્મોત્સવની ભક્તિભાવપૂર્વક ઉજવણી (38, 557, 264, 575)
krushi-paragraph: આ તકે સંબોધન કરતા મુખ્યમંત્રીએ જણાવ્યું હતું કે વિશ્વમાં ચાલી રહેલા યુદ્ધ અને અશાંતિની દેશવાસીઓના ચહેરા પર અસર દેખાતી ન હોય, તો તેનું એક માત્ર કારણ વડાપ્રધાન શ્રી નરેન્દ્રભાઈ મોદીનું સક્ષમ નેતૃત્વ છે. (403, 984, 481, 1054)
brahmasamaj-paragraph: આ તકે સંબોધન કરતા મુખ્યમંત્રીએ જણાવ્યું હતું કે વિશ્વમાં ચાલી રહેલા યુદ્ધ અને અશાંતિની દેશવાસીઓના ચહેરા પર અસર દેખાતી ન હોય, તો તેનું એક માત્ર કારણ વડાપ્રધાન શ્રી નરેન્દ્રભાઈ મોદીનું સક્ષમ નેતૃત્વ છે. (130, 975, 218, 1036)
krushi-paragraph: મુખ્યમંત્રી ભૂપેન્દ્ર પટેલની આજે રાજકોટ મુલાકાતના પ્રસંગે ફેડરેશન ઓફ હાઉસિંગ બોર્ડ એસોસીએશન દ્વારા મુખ્યમંત્રીનું સન્માન કરવામાં આવ્યું હતું. (320, 993, 398, 1045)
krushi-award-photo (320, 912, 480, 980)
gita-column-3 (193, 276, 337, 528)
housing-paragraph: આ તકે સંબોધન કરતા મુખ્યમંત્રીએ જણાવ્યું હતું કે વિશ્વમાં ચાલી રહેલા યુદ્ધ અને અશાંતિની દેશવાસીઓના ચહેરા પર અસર દેખાતી ન હોય, તો તેનું એક માત્ર કારણ વડાપ્રધાન શ્રી નરેન્દ્રભાઈ મોદીનું સક્ષમ નેતૃત્વ છે. (492, 202, 570, 272)
gita-paragraph: તસ્માત્વમિન્દ્રિયાણ્યાદૌ નિયમ્ય ભરતર્ષભ પાપ્માનં પ્રજહિ હ્યેનં જ્ઞાનવિજ્ઞાનનાશનમ્ (તસ્માત્-માટે, ભરતર્ષભ-હે ભરતવંશીઓમાં શ્રેષ્ઠ અર્જુન, ત્વમ્-તું, આદૌ-પ્રથમ, ઇન્દ્રિયાણિ-ઇન્દ્રિયોને, નિયમ્ય-વશમાં કરીને, એનમ્-આ, જ્ઞાનવિજ્ઞાન-નાશનમ્-જ્ઞાન અને વિજ્ઞાનનો નાશ કરનાર, પાપ્માનમ્-પાપી કામને, હિ-જ, પ્રજહિ-બળપૂર્વક મારી નાખ) (342, 356, 482, 417)
gita-paragraph: તસ્માત્વમિન્દ્રિયાણ્યાદૌ નિયમ્ય ભરતર્ષભ પાપ્માનં પ્રજહિ હ્યેનં જ્ઞાનવિજ્ઞાનનાશનમ્ (તસ્માત્-માટે, ભરતર્ષભ-હે ભરતવંશીઓમાં શ્રેષ્ઠ અર્જુન, ત્વમ્-તું, આદૌ-પ્રથમ, ઇન્દ્રિયાણિ-ઇન્દ્રિયોને, નિયમ્ય-વશમાં કરીને, એનમ્-આ, જ્ઞાનવિજ્ઞાન-નાશનમ્-જ્ઞાન અને વિજ્ઞાનનો નાશ કરનાર, પાપ્માનમ્-પાપી કામને, હિ-જ, પ્રજહિ-બળપૂર્વક મારી નાખ) (38, 246, 186, 298)
section-divider (268, 855, 478, 856)
mission-paragraph: મુખ્યમંત્રી ભૂપેન્દ્ર પટેલની આજે રાજકોટ મુલાકાતના પ્રસંગે ફેડરેશન ઓફ હાઉસિંગ બોર્ડ એસોસીએશન દ્વારા મુખ્યમંત્રીનું સન્માન કરવામાં આવ્યું હતું. (573, 833, 663, 876)
